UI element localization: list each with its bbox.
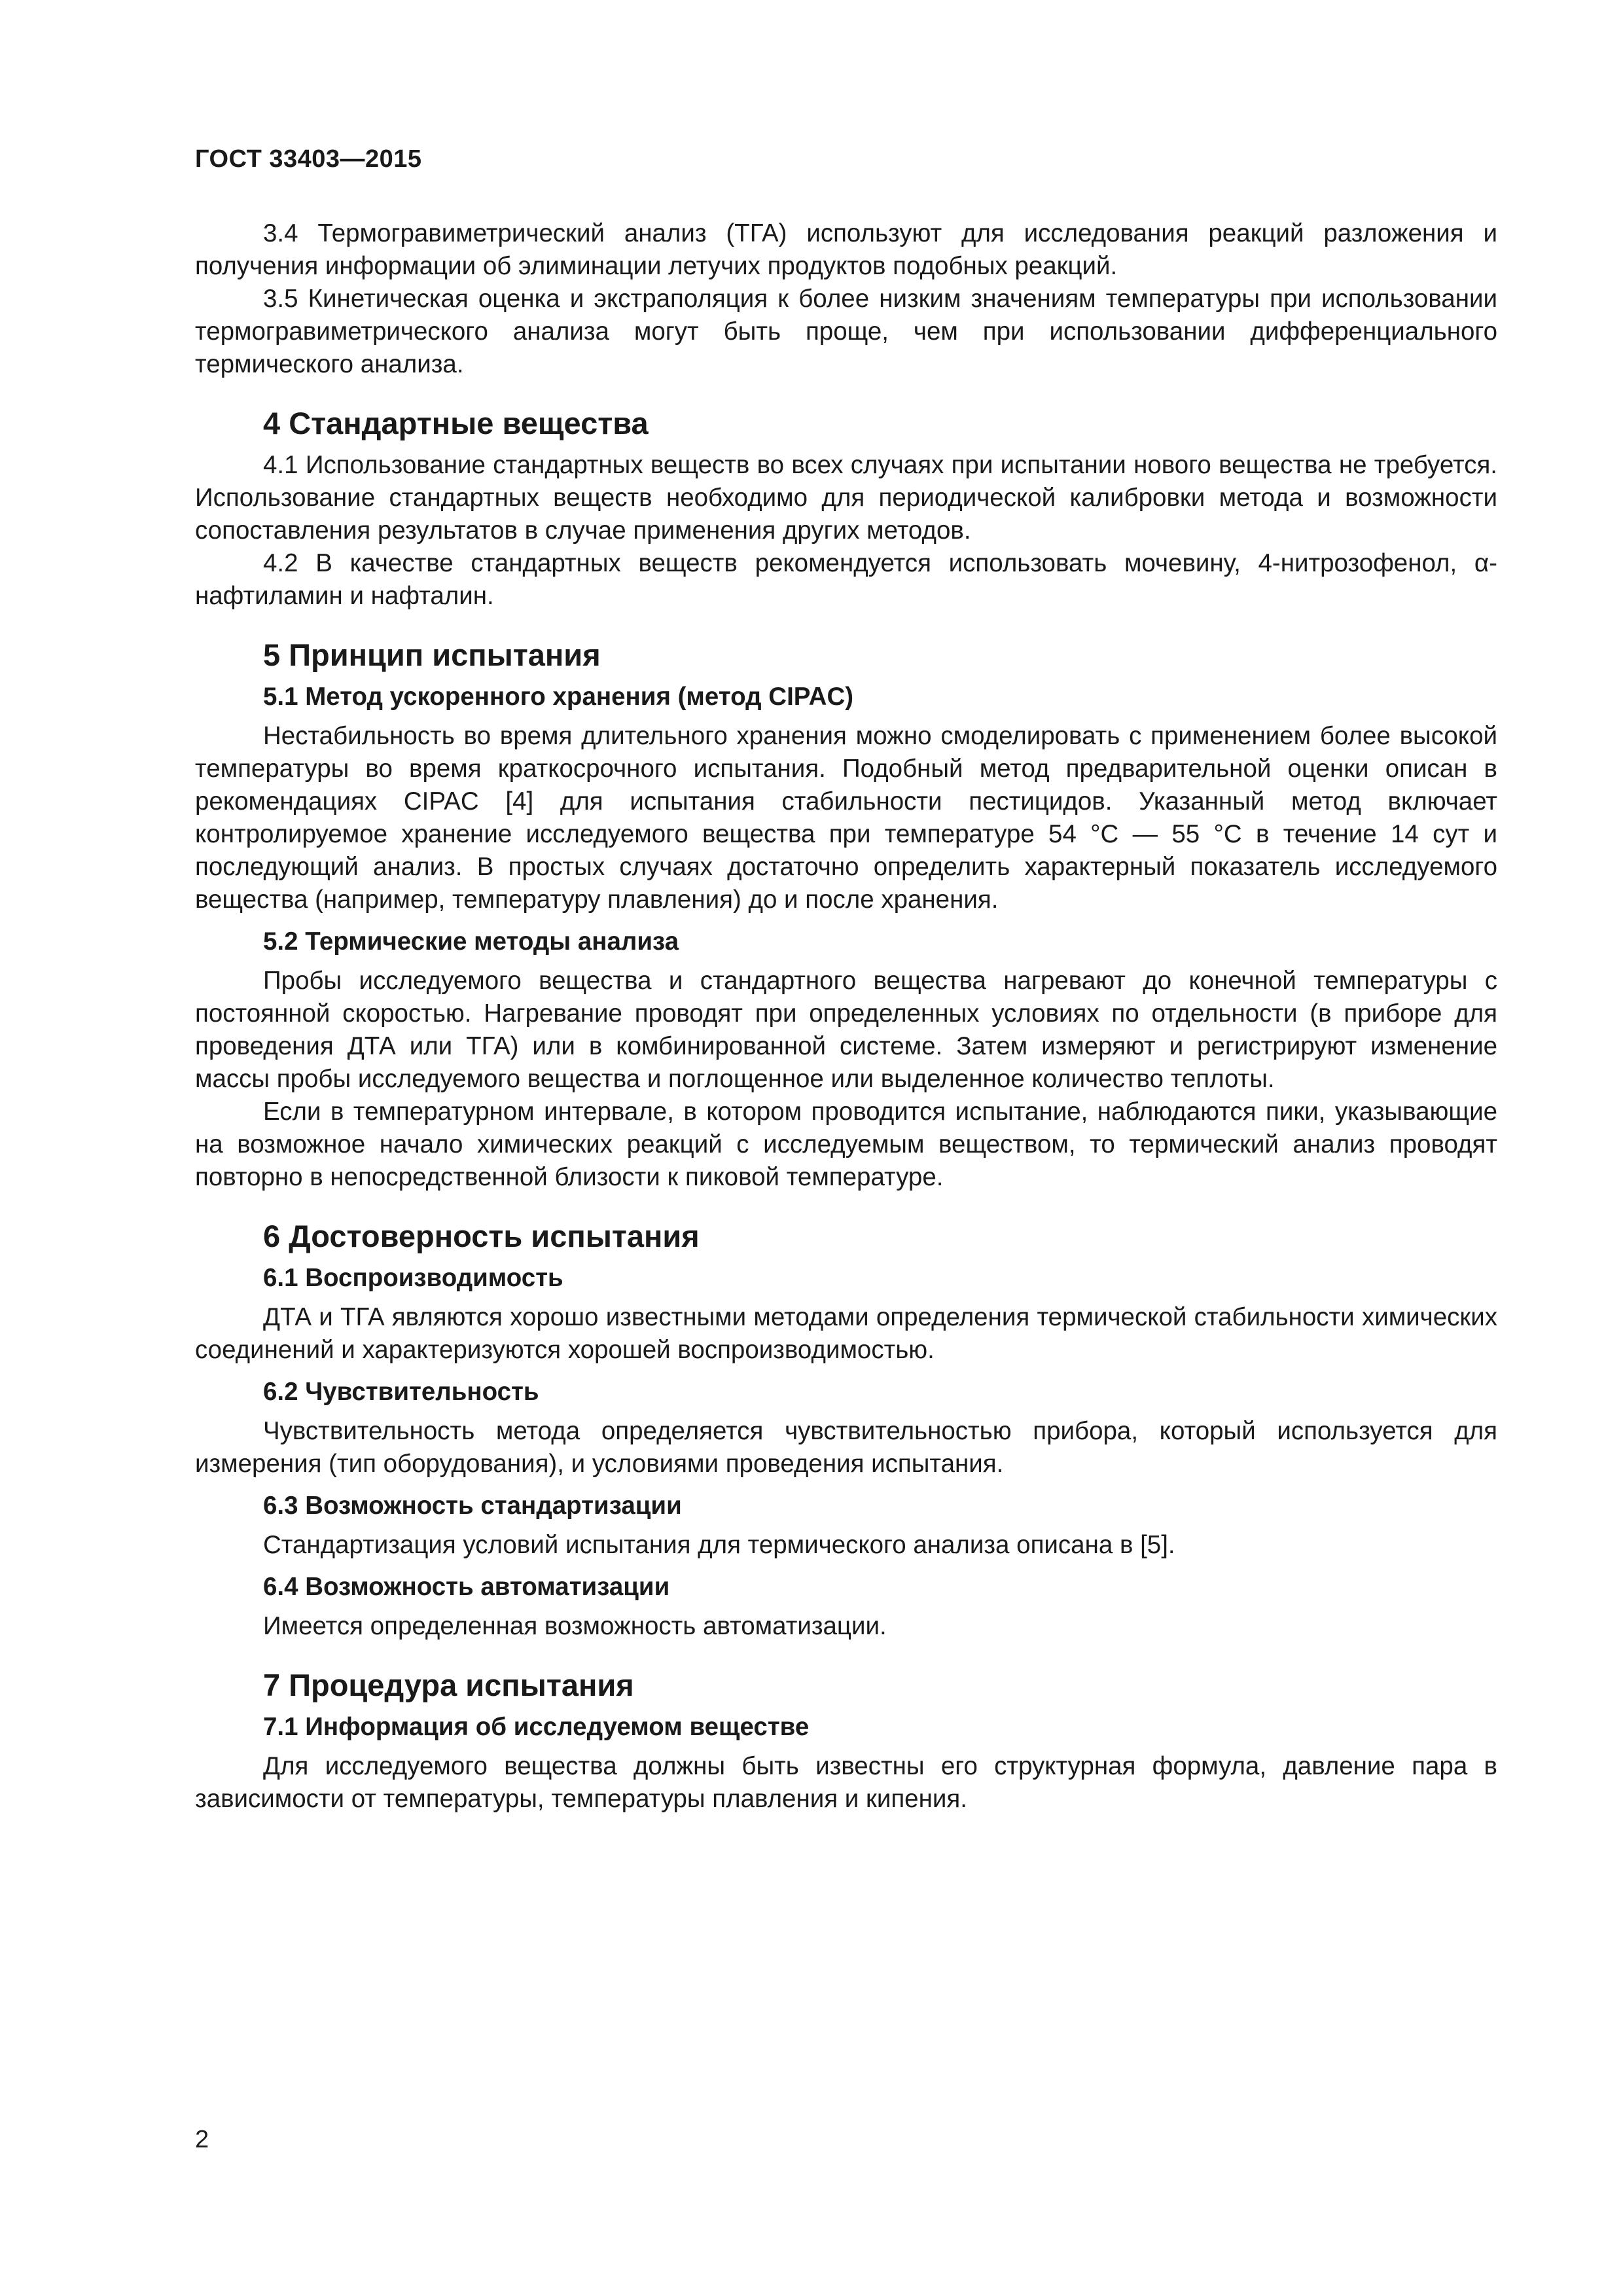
paragraph-4-1: 4.1 Использование стандартных веществ во всех случаях при испытании нового вещества не требуется. Использование стандартных веществ необходимо для периодической калибровки метода и возможности сопоставления результатов в случае применения других методов. <box>195 451 1497 545</box>
subsection-heading-6-4: 6.4 Возможность автоматизации <box>263 1573 670 1601</box>
section-heading-4: 4 Стандартные вещества <box>263 406 649 440</box>
paragraph-5-2-a: Пробы исследуемого вещества и стандартного вещества нагревают до конечной температуры с постоянной скоростью. Нагревание проводят при определенных условиях по отдельности (в приборе для проведения ДТА или ТГА) или в комбинированной системе. Затем измеряют и регистрируют изменение массы пробы исследуемого вещества и поглощенное или выделенное количество теплоты. <box>195 967 1497 1093</box>
subsection-heading-5-2: 5.2 Термические методы анализа <box>263 927 679 956</box>
paragraph-6-2: Чувствительность метода определяется чувствительностью прибора, который используется для измерения (тип оборудования), и условиями проведения испытания. <box>195 1417 1497 1478</box>
document-body <box>195 217 1497 1816</box>
subsection-heading-7-1: 7.1 Информация об исследуемом веществе <box>263 1713 810 1741</box>
subsection-heading-6-3: 6.3 Возможность стандартизации <box>263 1492 682 1520</box>
page-number: 2 <box>195 2126 209 2153</box>
paragraph-7-1: Для исследуемого вещества должны быть известны его структурная формула, давление пара в зависимости от температуры, температуры плавления и кипения. <box>195 1752 1497 1813</box>
subsection-heading-6-1: 6.1 Воспроизводимость <box>263 1264 563 1292</box>
section-heading-5: 5 Принцип испытания <box>263 637 601 672</box>
section-heading-7: 7 Процедура испытания <box>263 1668 634 1702</box>
section-heading-6: 6 Достоверность испытания <box>263 1219 700 1253</box>
paragraph-3-4: 3.4 Термогравиметрический анализ (ТГА) используют для исследования реакций разложения и получения информации об элиминации летучих продуктов подобных реакций. <box>195 219 1497 280</box>
paragraph-6-3: Стандартизация условий испытания для термического анализа описана в [5]. <box>263 1531 1175 1559</box>
paragraph-3-5: 3.5 Кинетическая оценка и экстраполяция к более низким значениям температуры при использовании термогравиметрического анализа могут быть проще, чем при использовании дифференциального термического анализа. <box>195 285 1497 378</box>
subsection-heading-6-2: 6.2 Чувствительность <box>263 1378 539 1406</box>
paragraph-6-4: Имеется определенная возможность автоматизации. <box>263 1612 887 1640</box>
subsection-heading-5-1: 5.1 Метод ускоренного хранения (метод CIPAC) <box>263 683 854 711</box>
paragraph-5-1: Нестабильность во время длительного хранения можно смоделировать с применением более высокой температуры во время краткосрочного испытания. Подобный метод предварительной оценки описан в рекомендациях CIPAC [4] для испытания стабильности пестицидов. Указанный метод включает контролируемое хранение исследуемого вещества при температуре 54 °C — 55 °C в течение 14 сут и последующий анализ. В простых случаях достаточно определить характерный показатель исследуемого вещества (например, температуру плавления) до и после хранения. <box>195 722 1497 914</box>
paragraph-6-1: ДТА и ТГА являются хорошо известными методами определения термической стабильности химических соединений и характеризуются хорошей воспроизводимостью. <box>195 1303 1497 1364</box>
document-header: ГОСТ 33403—2015 <box>195 145 422 173</box>
paragraph-4-2: 4.2 В качестве стандартных веществ рекомендуется использовать мочевину, 4-нитрозофенол, α-нафтиламин и нафталин. <box>195 549 1497 610</box>
paragraph-5-2-b: Если в температурном интервале, в котором проводится испытание, наблюдаются пики, указывающие на возможное начало химических реакций с исследуемым веществом, то термический анализ проводят повторно в непосредственной близости к пиковой температуре. <box>195 1098 1497 1191</box>
